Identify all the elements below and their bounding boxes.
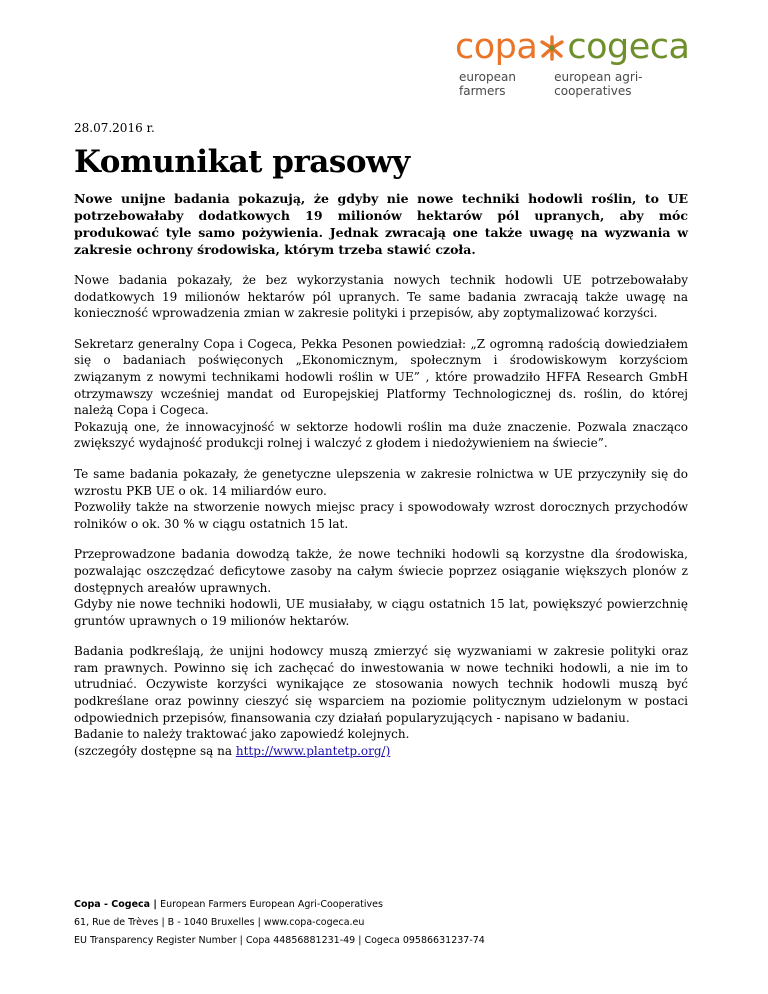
footer-org-name: Copa - Cogeca <box>74 899 151 910</box>
details-prefix: (szczegóły dostępne są na <box>74 743 236 758</box>
logo-cogeca-text: cogeca <box>567 27 690 67</box>
press-release-body <box>74 120 688 773</box>
logo-wordmark <box>455 27 705 67</box>
paragraph-1: Nowe badania pokazały, że bez wykorzystania nowych technik hodowli UE potrzebowałaby dodatkowych 19 milionów hektarów pól upranych. Te same badania zwracają także uwagę na konieczność wprowadzenia zmian w zakresie polityki i przepisów, aby zoptymalizować korzyści. <box>74 273 688 321</box>
footer-address: 61, Rue de Trèves | B - 1040 Bruxelles | www.copa-cogeca.eu <box>74 917 365 928</box>
asterisk-star-icon <box>538 34 566 62</box>
release-date: 28.07.2016 r. <box>74 121 155 135</box>
logo-sub-agri-cooperatives: european agri-cooperatives <box>554 70 643 98</box>
paragraph-5-details <box>74 743 688 760</box>
footer-transparency-register: EU Transparency Register Number | Copa 44856881231-49 | Cogeca 09586631237-74 <box>74 935 485 946</box>
logo-copa-text: copa <box>455 27 538 67</box>
paragraph-4-environment: Przeprowadzone badania dowodzą także, że nowe techniki hodowli są korzystne dla środowiska, pozwalając oszczędzać deficytowe zasoby na całym świecie poprzez osiąganie większych plonów z dostępnych areałów uprawnych. <box>74 547 688 595</box>
paragraph-2 <box>74 336 688 452</box>
paragraph-2-innovation: Pokazują one, że innowacyjność w sektorze hodowli roślin ma duże znaczenie. Pozwala znacząco zwiększyć wydajność produkcji rolnej i walczyć z głodem i niedożywieniem na świecie”. <box>74 419 688 451</box>
copa-cogeca-logo <box>455 27 705 98</box>
logo-sub-european-farmers: european farmers <box>459 70 516 98</box>
paragraph-5-announcement: Badanie to należy traktować jako zapowiedź kolejnych. <box>74 727 410 742</box>
paragraph-3 <box>74 466 688 532</box>
footer-separator: | <box>150 899 161 910</box>
page-title: Komunikat prasowy <box>74 144 410 180</box>
paragraph-2-quote: Sekretarz generalny Copa i Cogeca, Pekka Pesonen powiedział: „Z ogromną radością dowiedziałem się o badaniach poświęconych „Ekonomicznym, społecznym i środowiskowym korzyściom związanym z nowymi technikami hodowli roślin w UE” , które prowadziło HFFA Research GmbH otrzymawszy wcześniej mandat od Europejskiej Platformy Technologicznej ds. roślin, do której należą Copa i Cogeca. <box>74 336 688 418</box>
footer-org-description: European Farmers European Agri-Cooperatives <box>160 899 383 910</box>
paragraph-4-land: Gdyby nie nowe techniki hodowli, UE musiałaby, w ciągu ostatnich 15 lat, powiększyć powierzchnię gruntów uprawnych o 19 milionów hektarów. <box>74 597 688 628</box>
page-footer <box>74 896 714 950</box>
paragraph-5-challenges: Badania podkreślają, że unijni hodowcy muszą zmierzyć się wyzwaniami w zakresie polityki oraz ram prawnych. Powinno się ich zachęcać do inwestowania w nowe techniki hodowli, a nie im to utrudniać. Oczywiste korzyści wynikające ze stosowania nowych technik hodowli muszą być podkreślane oraz powinny cieszyć się wsparciem na poziomie politycznym udzielonym w postaci odpowiednich przepisów, finansowania czy działań popularyzujących - napisano w badaniu. <box>74 644 688 725</box>
footer-line-1 <box>74 896 714 914</box>
paragraph-5 <box>74 643 688 759</box>
paragraph-4 <box>74 546 688 629</box>
lead-paragraph: Nowe unijne badania pokazują, że gdyby nie nowe techniki hodowli roślin, to UE potrzebowałaby dodatkowych 19 milionów hektarów pól upranych, aby móc produkować tyle samo pożywienia. Jednak zwracają one także uwagę na wyzwania w zakresie ochrony środowiska, którym trzeba stawić czoła. <box>74 191 688 257</box>
paragraph-3-jobs: Pozwoliły także na stworzenie nowych miejsc pracy i spowodowały wzrost dorocznych przychodów rolników o ok. 30 % w ciągu ostatnich 15 lat. <box>74 500 688 531</box>
plantetp-link[interactable]: http://www.plantetp.org/) <box>235 743 391 758</box>
paragraph-3-gdp: Te same badania pokazały, że genetyczne ulepszenia w zakresie rolnictwa w UE przyczyniły się do wzrostu PKB UE o ok. 14 miliardów euro. <box>74 466 688 498</box>
logo-subtitles <box>455 70 705 98</box>
